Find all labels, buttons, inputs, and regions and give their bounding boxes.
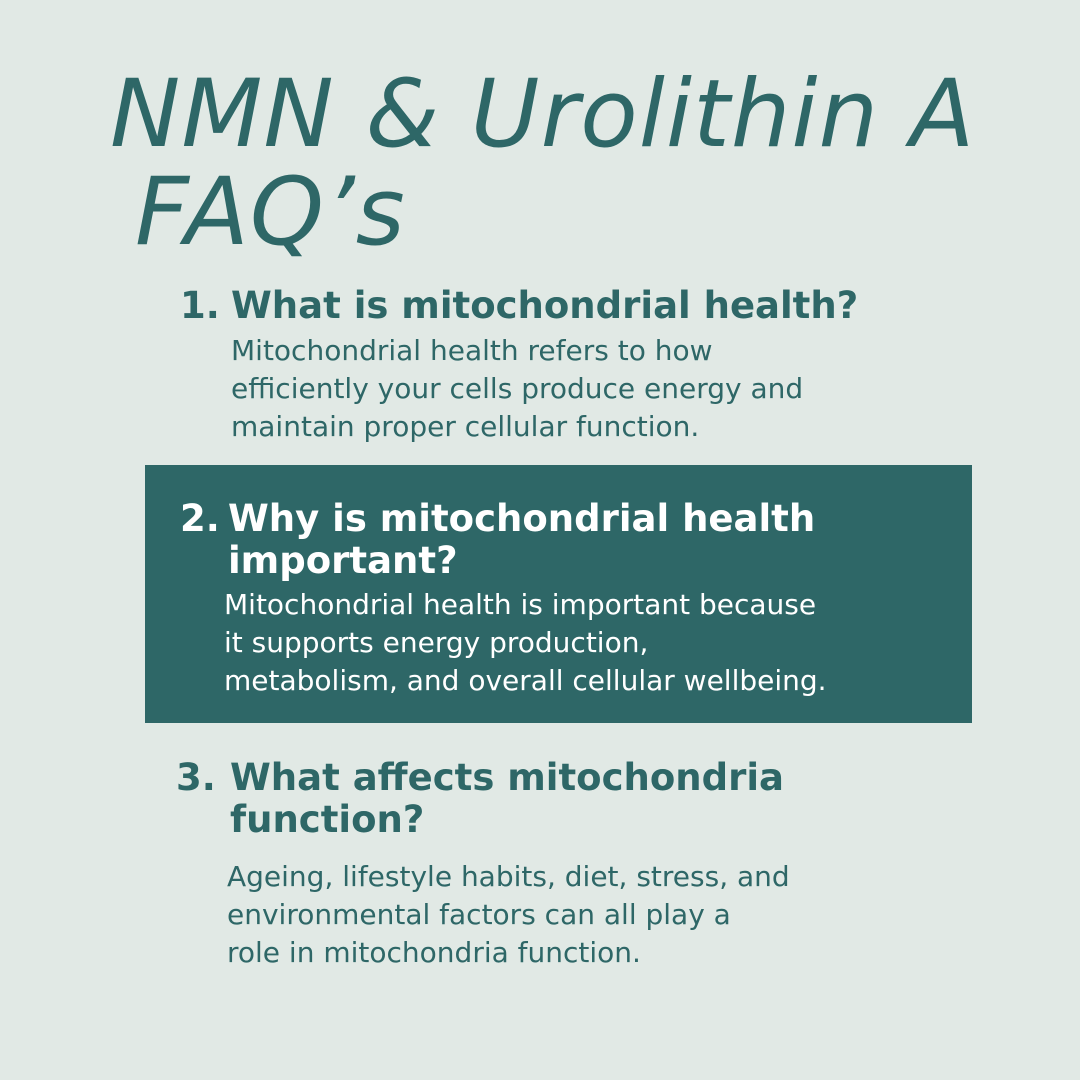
faq-question	[230, 757, 784, 841]
faq-answer-line: Ageing, lifestyle habits, diet, stress, and	[227, 860, 790, 893]
faq-question-line: function?	[230, 798, 425, 841]
faq-answer-line: Mitochondrial health is important because	[224, 588, 817, 621]
faq-question-line: What is mitochondrial health?	[231, 284, 859, 327]
faq-answer-line: Mitochondrial health refers to how	[231, 334, 713, 367]
faq-answer-line: efficiently your cells produce energy and	[231, 372, 804, 405]
faq-answer-line: metabolism, and overall cellular wellbeing.	[224, 664, 827, 697]
page-title-line-2: FAQ’s	[135, 158, 406, 267]
faq-answer-line: it supports energy production,	[224, 626, 649, 659]
faq-question-line: important?	[228, 539, 458, 582]
faq-question	[231, 285, 858, 327]
faq-question-line: What affects mitochondria	[230, 756, 785, 799]
faq-answer	[231, 332, 803, 446]
faq-answer-line: environmental factors can all play a	[227, 898, 731, 931]
faq-answer-line: role in mitochondria function.	[227, 936, 641, 969]
faq-number: 1.	[180, 284, 220, 327]
page-title-line-1: NMN & Urolithin A	[110, 60, 976, 169]
faq-answer	[227, 858, 790, 972]
faq-number: 3.	[176, 756, 216, 799]
faq-answer-line: maintain proper cellular function.	[231, 410, 700, 443]
faq-answer	[224, 586, 827, 700]
faq-question	[228, 498, 815, 582]
faq-number: 2.	[180, 497, 220, 540]
faq-question-line: Why is mitochondrial health	[228, 497, 816, 540]
